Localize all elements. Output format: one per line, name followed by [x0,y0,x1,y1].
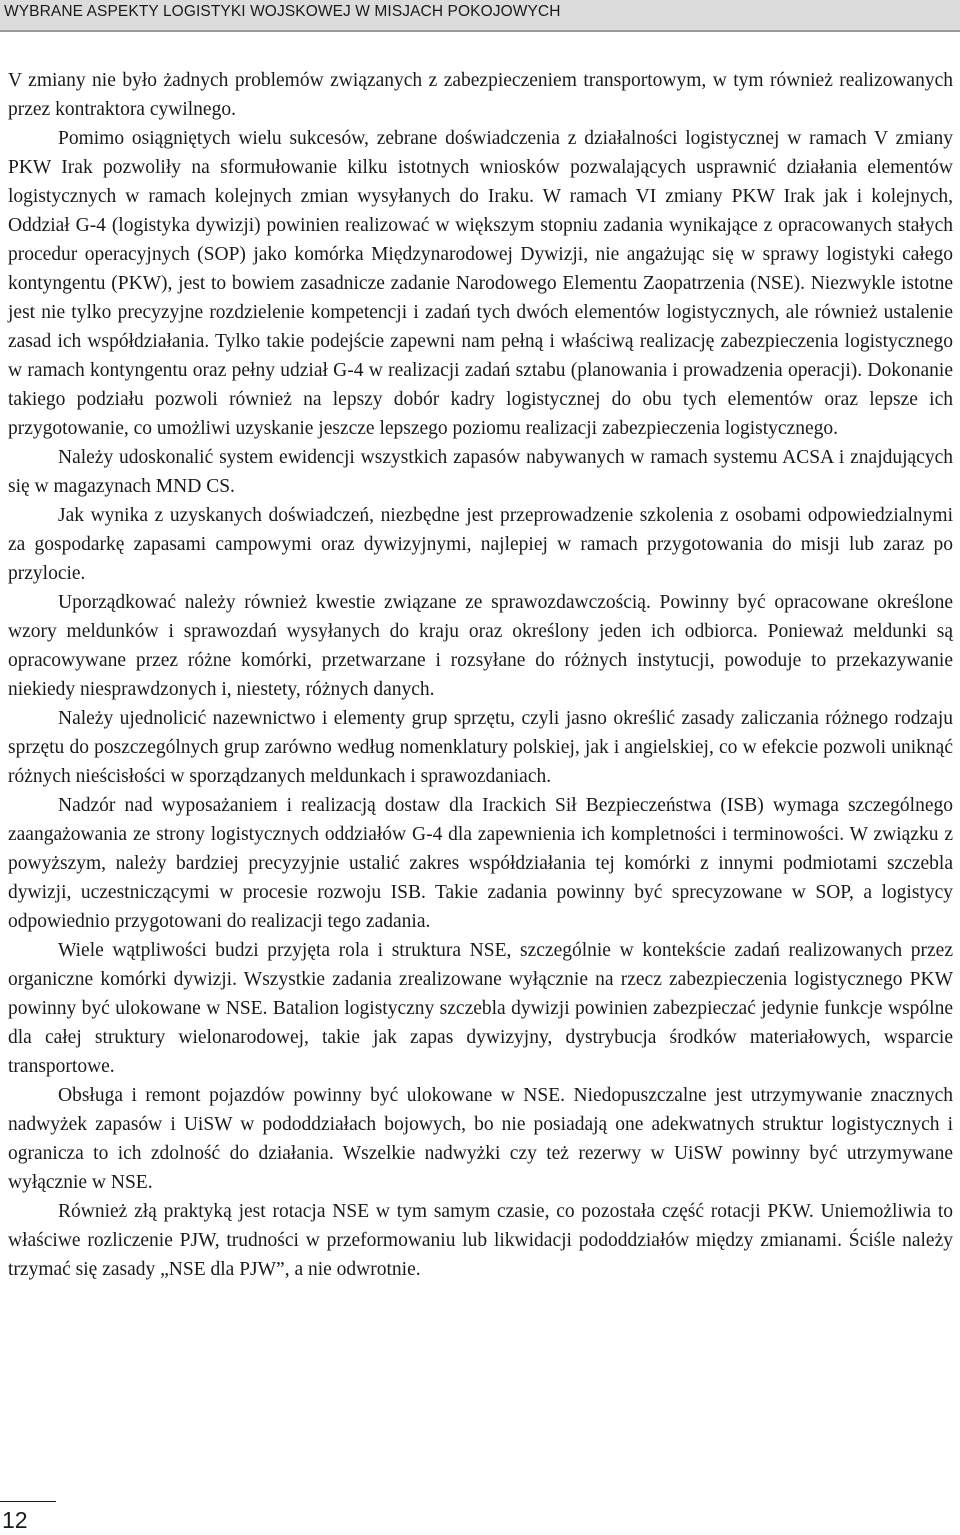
paragraph: Uporządkować należy również kwestie związane ze sprawozdawczością. Powinny być opracowane określone wzory meldunków i sprawozdań wysyłanych do kraju oraz określony jeden ich odbiorca. Ponieważ meldunki są opracowywane przez różne komórki, przetwarzane i rozsyłane do różnych instytucji, powoduje to przekazywanie niekiedy niesprawdzonych i, niestety, różnych danych. [8,592,953,700]
paragraph: Nadzór nad wyposażaniem i realizacją dostaw dla Irackich Sił Bezpieczeństwa (ISB) wymaga szczególnego zaangażowania ze strony logistycznych oddziałów G-4 dla zapewnienia ich kompletności i terminowości. W związku z powyższym, należy bardziej precyzyjnie ustalić zakres współdziałania tej komórki z innymi podmiotami szczebla dywizji, uczestniczącymi w procesie rozwoju ISB. Takie zadania powinny być sprecyzowane w SOP, a logistycy odpowiednio przygotowani do realizacji tego zadania. [8,795,953,932]
running-header-title: WYBRANE ASPEKTY LOGISTYKI WOJSKOWEJ W MISJACH POKOJOWYCH [4,3,561,20]
paragraph: Wiele wątpliwości budzi przyjęta rola i struktura NSE, szczególnie w kontekście zadań realizowanych przez organiczne komórki dywizji. Wszystkie zadania zrealizowane wyłącznie na rzecz zabezpieczenia logistycznego PKW powinny być ulokowane w NSE. Batalion logistyczny szczebla dywizji powinien zabezpieczać jedynie funkcje wspólne dla całej struktury wielonarodowej, takie jak zapas dywizyjny, dystrybucja środków materiałowych, wsparcie transportowe. [8,940,953,1077]
paragraph: Należy udoskonalić system ewidencji wszystkich zapasów nabywanych w ramach systemu ACSA i znajdujących się w magazynach MND CS. [8,447,953,497]
paragraph: Pomimo osiągniętych wielu sukcesów, zebrane doświadczenia z działalności logistycznej w ramach V zmiany PKW Irak pozwoliły na sformułowanie kilku istotnych wniosków pozwalających usprawnić działania elementów logistycznych w ramach kolejnych zmian wysyłanych do Iraku. W ramach VI zmiany PKW Irak jak i kolejnych, Oddział G-4 (logistyka dywizji) powinien realizować w większym stopniu zadania wynikające z opracowanych stałych procedur operacyjnych (SOP) jako komórka Międzynarodowej Dywizji, nie angażując się w sprawy logistyki całego kontyngentu (PKW), jest to bowiem zasadnicze zadanie Narodowego Elementu Zaopatrzenia (NSE). Niezwykle istotne jest nie tylko precyzyjne rozdzielenie kompetencji i zadań tych dwóch elementów logistycznych, ale również ustalenie zasad ich współdziałania. Tylko takie podejście zapewni nam pełną i właściwą realizację zabezpieczenia logistycznego w ramach kontyngentu oraz pełny udział G-4 w realizacji zadań sztabu (planowania i prowadzenia operacji). Dokonanie takiego podziału pozwoli również na lepszy dobór kadry logistycznej do obu tych elementów oraz lepsze ich przygotowanie, co umożliwi uzyskanie jeszcze lepszego poziomu realizacji zabezpieczenia logistycznego. [8,128,953,439]
paragraph: Również złą praktyką jest rotacja NSE w tym samym czasie, co pozostała część rotacji PKW. Uniemożliwia to właściwe rozliczenie PJW, trudności w przeformowaniu lub likwidacji pododdziałów między zmianami. Ściśle należy trzymać się zasady „NSE dla PJW”, a nie odwrotnie. [8,1201,953,1280]
header-rule [0,30,960,32]
paragraph: Należy ujednolicić nazewnictwo i elementy grup sprzętu, czyli jasno określić zasady zaliczania różnego rodzaju sprzętu do poszczególnych grup zarówno według nomenklatury polskiej, jak i angielskiej, co w efekcie pozwoli uniknąć różnych nieścisłości w sporządzanych meldunkach i sprawozdaniach. [8,708,953,787]
paragraph: Obsługa i remont pojazdów powinny być ulokowane w NSE. Niedopuszczalne jest utrzymywanie znacznych nadwyżek zapasów i UiSW w pododdziałach bojowych, bo nie posiadają one adekwatnych struktur logistycznych i ogranicza to ich zdolność do działania. Wszelkie nadwyżki czy też rezerwy w UiSW powinny być utrzymywane wyłącznie w NSE. [8,1085,953,1193]
paragraph: Jak wynika z uzyskanych doświadczeń, niezbędne jest przeprowadzenie szkolenia z osobami odpowiedzialnymi za gospodarkę zapasami campowymi oraz dywizyjnymi, najlepiej w ramach przygotowania do misji lub zaraz po przylocie. [8,505,953,584]
page-number: 12 [2,1507,28,1533]
footer-rule [0,1501,56,1502]
paragraph: V zmiany nie było żadnych problemów związanych z zabezpieczeniem transportowym, w tym również realizowanych przez kontraktora cywilnego. [8,70,953,120]
running-header [0,0,960,30]
body-text [8,66,953,1284]
